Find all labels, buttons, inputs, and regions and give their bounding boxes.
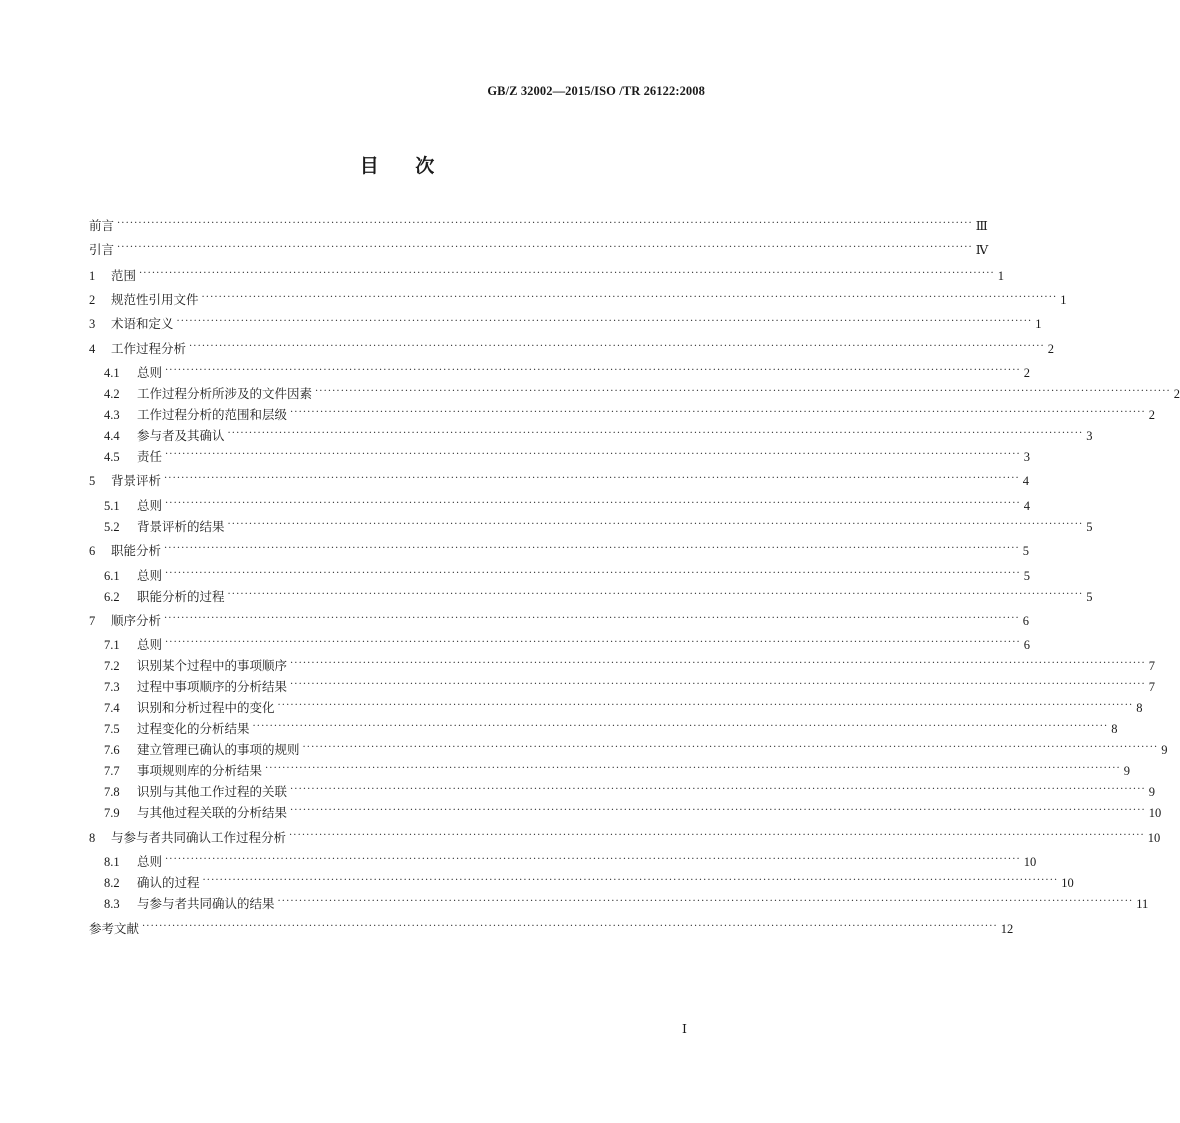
toc-entry[interactable] bbox=[89, 541, 1030, 561]
toc-entry-page: Ⅳ bbox=[975, 243, 989, 257]
toc-leader-dots: ········································································································································································································ bbox=[290, 658, 1146, 669]
toc-entry[interactable] bbox=[104, 894, 1149, 914]
toc-entry[interactable] bbox=[104, 496, 1031, 516]
toc-entry-page: 5 bbox=[1023, 569, 1031, 583]
toc-leader-dots: ········································································································································································································ bbox=[302, 742, 1159, 753]
toc-entry-number: 4.1 bbox=[104, 366, 120, 380]
toc-entry-number: 7.6 bbox=[104, 743, 120, 757]
toc-leader-dots: ········································································································································································································ bbox=[164, 613, 1020, 624]
toc-entry[interactable] bbox=[89, 339, 1055, 359]
toc-entry[interactable] bbox=[104, 782, 1156, 802]
toc-entry-number: 7.7 bbox=[104, 764, 120, 778]
toc-entry-label: 总则 bbox=[137, 568, 163, 583]
toc-entry-label: 事项规则库的分析结果 bbox=[137, 763, 263, 778]
toc-entry-label: 识别与其他工作过程的关联 bbox=[137, 784, 288, 799]
toc-entry-page: Ⅲ bbox=[975, 219, 988, 233]
toc-entry-page: 3 bbox=[1023, 450, 1031, 464]
toc-entry-number: 8.3 bbox=[104, 897, 120, 911]
toc-entry-label: 顺序分析 bbox=[111, 613, 162, 628]
toc-entry-page: 6 bbox=[1023, 638, 1031, 652]
toc-leader-dots: ········································································································································································································ bbox=[227, 428, 1084, 439]
toc-entry-number: 5.1 bbox=[104, 499, 120, 513]
toc-entry[interactable] bbox=[104, 405, 1156, 425]
toc-entry[interactable] bbox=[104, 635, 1031, 655]
toc-entry-page: 4 bbox=[1022, 474, 1030, 488]
toc-entry-page: 5 bbox=[1086, 520, 1093, 534]
toc-entry-number: 3 bbox=[89, 317, 96, 331]
toc-entry-page: 1 bbox=[997, 269, 1005, 283]
toc-entry-number: 7.1 bbox=[104, 638, 120, 652]
toc-entry-page: 3 bbox=[1086, 429, 1093, 443]
toc-entry-label: 前言 bbox=[89, 218, 115, 233]
toc-leader-dots: ········································································································································································································ bbox=[290, 805, 1146, 816]
toc-leader-dots: ········································································································································································································ bbox=[164, 543, 1020, 554]
toc-entry-label: 过程变化的分析结果 bbox=[137, 721, 250, 736]
toc-entry-page: 5 bbox=[1022, 544, 1030, 558]
toc-entry-number: 7.8 bbox=[104, 785, 120, 799]
toc-leader-dots: ········································································································································································································ bbox=[265, 763, 1121, 774]
toc-entry-label: 职能分析 bbox=[111, 543, 162, 558]
toc-entry-number: 6 bbox=[89, 544, 96, 558]
toc-entry-label: 职能分析的过程 bbox=[137, 589, 225, 604]
toc-entry-label: 背景评析 bbox=[111, 473, 162, 488]
toc-entry[interactable] bbox=[89, 471, 1030, 491]
toc-leader-dots: ········································································································································································································ bbox=[165, 498, 1021, 509]
toc-entry-label: 与参与者共同确认的结果 bbox=[137, 896, 275, 911]
toc-entry[interactable] bbox=[104, 447, 1031, 467]
toc-entry[interactable] bbox=[104, 566, 1031, 586]
toc-entry-label: 背景评析的结果 bbox=[137, 519, 225, 534]
toc-entry[interactable] bbox=[104, 803, 1162, 823]
toc-entry-number: 7.2 bbox=[104, 659, 120, 673]
toc-entry-number: 8.1 bbox=[104, 855, 120, 869]
toc-entry-page: 9 bbox=[1148, 785, 1156, 799]
toc-leader-dots: ········································································································································································································ bbox=[165, 568, 1021, 579]
toc-entry-page: 10 bbox=[1147, 831, 1161, 845]
toc-entry-label: 工作过程分析所涉及的文件因素 bbox=[137, 386, 313, 401]
toc-entry-page: 7 bbox=[1148, 680, 1156, 694]
toc-leader-dots: ········································································································································································································ bbox=[164, 473, 1020, 484]
toc-leader-dots: ········································································································································································································ bbox=[290, 679, 1146, 690]
toc-entry-number: 1 bbox=[89, 269, 96, 283]
toc-entry[interactable] bbox=[89, 314, 1042, 334]
toc-leader-dots: ········································································································································································································ bbox=[252, 721, 1109, 732]
toc-entry-label: 识别和分析过程中的变化 bbox=[137, 700, 275, 715]
toc-leader-dots: ········································································································································································································ bbox=[201, 292, 1058, 303]
toc-entry[interactable] bbox=[104, 698, 1143, 718]
toc-entry-page: 11 bbox=[1136, 897, 1149, 911]
toc-entry-page: 1 bbox=[1060, 293, 1067, 307]
toc-leader-dots: ········································································································································································································ bbox=[117, 218, 973, 229]
toc-entry-page: 6 bbox=[1022, 614, 1030, 628]
toc-entry-number: 7.4 bbox=[104, 701, 120, 715]
toc-entry-label: 工作过程分析的范围和层级 bbox=[137, 407, 288, 422]
toc-entry-number: 4.4 bbox=[104, 429, 120, 443]
page-number: Ⅰ bbox=[682, 1022, 687, 1036]
toc-entry-page: 10 bbox=[1148, 806, 1162, 820]
toc-entry-number: 8.2 bbox=[104, 876, 120, 890]
toc-entry-label: 总则 bbox=[137, 365, 163, 380]
toc-entry[interactable] bbox=[104, 517, 1093, 537]
toc-entry[interactable] bbox=[89, 919, 1014, 939]
toc-entry-number: 8 bbox=[89, 831, 96, 845]
toc-leader-dots: ········································································································································································································ bbox=[189, 341, 1045, 352]
toc-entry-page: 2 bbox=[1173, 387, 1180, 401]
toc-leader-dots: ········································································································································································································ bbox=[202, 875, 1059, 886]
toc-leader-dots: ········································································································································································································ bbox=[290, 407, 1146, 418]
toc-entry-number: 4.3 bbox=[104, 408, 120, 422]
toc-entry[interactable] bbox=[89, 828, 1161, 848]
toc-entry-page: 10 bbox=[1023, 855, 1037, 869]
toc-entry[interactable] bbox=[104, 740, 1168, 760]
toc-entry-page: 9 bbox=[1161, 743, 1168, 757]
toc-entry[interactable] bbox=[104, 873, 1074, 893]
toc-leader-dots: ········································································································································································································ bbox=[227, 519, 1084, 530]
toc-entry-number: 4 bbox=[89, 342, 96, 356]
toc-entry-page: 1 bbox=[1035, 317, 1042, 331]
toc-entry-label: 范围 bbox=[111, 268, 137, 283]
toc-entry-label: 识别某个过程中的事项顺序 bbox=[137, 658, 288, 673]
toc-entry[interactable] bbox=[104, 761, 1131, 781]
toc-leader-dots: ········································································································································································································ bbox=[165, 365, 1021, 376]
toc-entry-page: 7 bbox=[1148, 659, 1156, 673]
toc-leader-dots: ········································································································································································································ bbox=[289, 830, 1145, 841]
toc-entry-page: 8 bbox=[1111, 722, 1118, 736]
toc-entry[interactable] bbox=[104, 587, 1093, 607]
toc-entry[interactable] bbox=[89, 266, 1005, 286]
toc-leader-dots: ········································································································································································································ bbox=[227, 589, 1084, 600]
toc-entry-label: 参与者及其确认 bbox=[137, 428, 225, 443]
toc-entry-label: 总则 bbox=[137, 637, 163, 652]
toc-entry-page: 12 bbox=[1000, 922, 1014, 936]
toc-leader-dots: ········································································································································································································ bbox=[165, 449, 1021, 460]
toc-entry-page: 4 bbox=[1023, 499, 1031, 513]
toc-entry-label: 总则 bbox=[137, 498, 163, 513]
toc-entry-page: 2 bbox=[1047, 342, 1055, 356]
toc-entry-page: 5 bbox=[1086, 590, 1093, 604]
toc-entry-label: 引言 bbox=[89, 242, 115, 257]
toc-entry[interactable] bbox=[89, 290, 1067, 310]
toc-leader-dots: ········································································································································································································ bbox=[277, 700, 1134, 711]
toc-entry-label: 与其他过程关联的分析结果 bbox=[137, 805, 288, 820]
toc-entry-label: 确认的过程 bbox=[137, 875, 200, 890]
toc-entry[interactable] bbox=[89, 216, 988, 236]
toc-leader-dots: ········································································································································································································ bbox=[290, 784, 1146, 795]
toc-entry-label: 建立管理已确认的事项的规则 bbox=[137, 742, 300, 757]
toc-entry-page: 8 bbox=[1136, 701, 1143, 715]
toc-entry[interactable] bbox=[104, 426, 1093, 446]
page-title: 目 次 bbox=[359, 155, 435, 177]
toc-entry-label: 术语和定义 bbox=[111, 316, 174, 331]
toc-leader-dots: ········································································································································································································ bbox=[277, 896, 1134, 907]
toc-entry[interactable] bbox=[89, 611, 1030, 631]
toc-entry[interactable] bbox=[104, 719, 1118, 739]
toc-leader-dots: ········································································································································································································ bbox=[117, 242, 973, 253]
toc-entry-number: 7.9 bbox=[104, 806, 120, 820]
toc-leader-dots: ········································································································································································································ bbox=[139, 268, 995, 279]
toc-entry-label: 参考文献 bbox=[89, 921, 140, 936]
toc-leader-dots: ········································································································································································································ bbox=[165, 637, 1021, 648]
toc-entry-page: 9 bbox=[1123, 764, 1131, 778]
toc-entry-number: 6.2 bbox=[104, 590, 120, 604]
toc-entry-label: 与参与者共同确认工作过程分析 bbox=[111, 830, 287, 845]
toc-leader-dots: ········································································································································································································ bbox=[165, 854, 1021, 865]
toc-entry-number: 4.5 bbox=[104, 450, 120, 464]
toc-entry-label: 工作过程分析 bbox=[111, 341, 187, 356]
toc-entry-page: 2 bbox=[1023, 366, 1031, 380]
toc-entry-number: 6.1 bbox=[104, 569, 120, 583]
toc-entry-label: 责任 bbox=[137, 449, 163, 464]
toc-entry[interactable] bbox=[104, 852, 1037, 872]
toc-entry-number: 7.5 bbox=[104, 722, 120, 736]
toc-entry-label: 规范性引用文件 bbox=[111, 292, 199, 307]
toc-entry[interactable] bbox=[104, 677, 1156, 697]
toc-leader-dots: ········································································································································································································ bbox=[176, 316, 1033, 327]
toc-entry[interactable] bbox=[104, 384, 1180, 404]
toc-leader-dots: ········································································································································································································ bbox=[315, 386, 1171, 397]
toc-leader-dots: ········································································································································································································ bbox=[142, 921, 998, 932]
toc-entry-label: 总则 bbox=[137, 854, 163, 869]
toc-entry-label: 过程中事项顺序的分析结果 bbox=[137, 679, 288, 694]
toc-entry-page: 2 bbox=[1148, 408, 1156, 422]
toc-entry-number: 4.2 bbox=[104, 387, 120, 401]
toc-entry-number: 5.2 bbox=[104, 520, 120, 534]
toc-entry[interactable] bbox=[89, 240, 989, 260]
toc-entry-number: 2 bbox=[89, 293, 96, 307]
toc-entry[interactable] bbox=[104, 656, 1156, 676]
toc-entry-number: 7 bbox=[89, 614, 96, 628]
toc-entry-number: 7.3 bbox=[104, 680, 120, 694]
standard-code-header: GB/Z 32002—2015/ISO /TR 26122:2008 bbox=[487, 84, 705, 98]
toc-entry[interactable] bbox=[104, 363, 1031, 383]
toc-entry-number: 5 bbox=[89, 474, 96, 488]
toc-entry-page: 10 bbox=[1061, 876, 1074, 890]
